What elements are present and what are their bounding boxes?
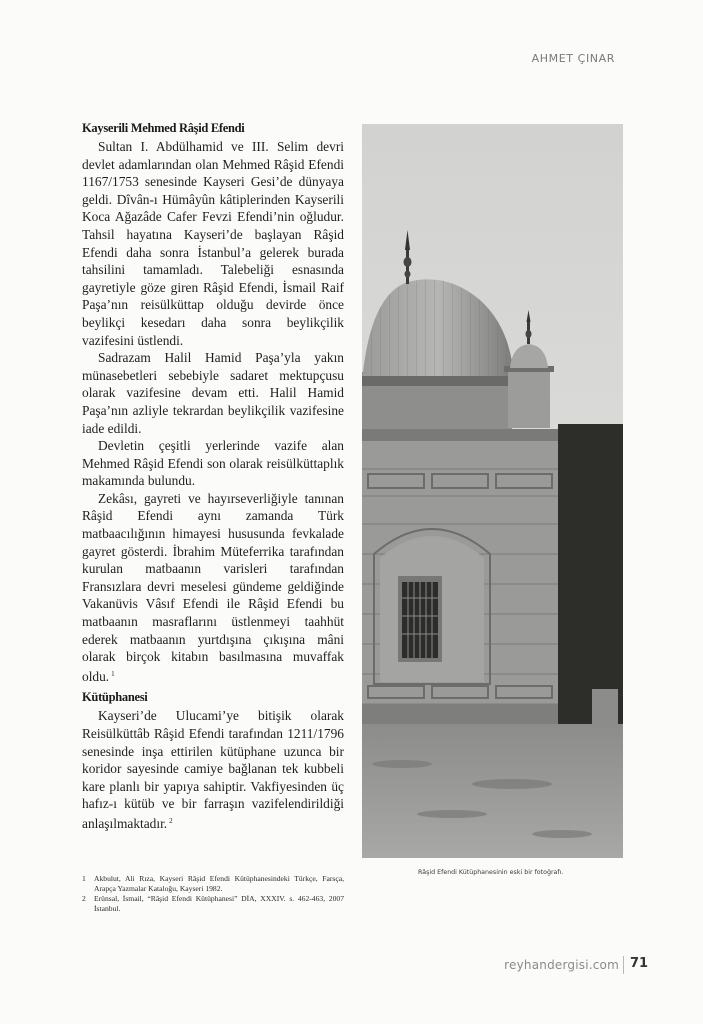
page-number: 71 [630,956,649,971]
author-name: AHMET ÇINAR [531,52,615,65]
footnotes [82,874,344,914]
paragraph: Sultan I. Abdülhamid ve III. Selim devri devlet adamlarından olan Mehmed Râşid Efendi 1167/1753 senesinde Kayseri Gesi’de dünyaya geldi. Dîvân-ı Hümâyûn kâtiplerinden Kayserili Koca Ağazâde Cafer Fevzi Efendi’nin oğludur. Tahsil hayatına Kayseri’de başlayan Râşid Efendi daha sonra İstanbul’a gelerek burada tahsilini tamamladı. Talebeliği esnasında gayretiyle göze giren Râşid Efendi, İsmail Raif Paşa’nın reisülküttap olduğu devirde önce beylikçi kesedarı daha sonra beylikçilik vazifesini üstlendi. [82,139,344,348]
footnote-number: 2 [82,894,86,903]
footnote [82,874,344,894]
section-heading-biography: Kayserili Mehmed Râşid Efendi [82,121,245,135]
paragraph: Devletin çeşitli yerlerinde vazife alan Mehmed Râşid Efendi son olarak reisülküttaplık makamında bulundu. [82,438,344,489]
paragraph-text: Zekâsı, gayreti ve hayırseverliğiyle tanınan Râşid Efendi aynı zamanda Türk matbaacılığının himayesi hususunda fevkalade gayret gösterdi. İbrahim Müteferrika tarafından kurulan matbaanın varisleri tarafından Fransızlara devri meselesi gündeme geldiğinde Vakanüvis Vâsıf Efendi ile Râşid Efendi bu matbaanın masraflarını üstlenmeyi taahhüt ederek matbaanın yurtdışına çıkışına mâni olarak birçok kitabın basılmasına muvaffak oldu. [82,490,344,684]
photo-caption: Râşid Efendi Kütüphanesinin eski bir fotoğrafı. [418,869,564,876]
paragraph: Sadrazam Halil Hamid Paşa’yla yakın münasebetleri sebebiyle sadaret mektupçusu olarak vazifesine devam etti. Halil Hamid Paşa’nın azliyle tekrardan beylikçilik vazifesine iade edildi. [82,350,344,436]
library-photo-drawing [362,124,623,858]
paragraph-text: Kayseri’de Ulucami’ye bitişik olarak Reisülküttâb Râşid Efendi tarafından 1211/1796 senesinde inşa ettirilen kütüphane uzunca bir koridor sayesinde camiye bağlanan tek kubbeli kare planlı bir yapıya sahiptir. Vakfiyesinden üç hafız-ı kütüb ve bir farraşın vazifelendirildiği anlaşılmaktadır. [82,708,344,831]
footnote-ref[interactable]: 2 [169,816,173,825]
paragraph [82,707,344,832]
footnote-text: Erünsal, İsmail, “Râşid Efendi Kütüphanesi” DİA, XXXIV. s. 462-463, 2007 İstanbul. [94,894,344,913]
footnote-number: 1 [82,874,86,883]
section-heading-library: Kütüphanesi [82,690,148,705]
article-column [82,120,344,833]
website-link[interactable]: reyhandergisi.com [504,958,619,972]
footer-divider [623,956,624,974]
library-photo [362,124,623,858]
footnote-ref[interactable]: 1 [111,669,115,678]
footnote [82,894,344,914]
paragraph [82,490,344,686]
footnote-text: Akbulut, Ali Rıza, Kayseri Râşid Efendi Kütüphanesindeki Türkçe, Farsça, Arapça Yazmalar Kataloğu, Kayseri 1982. [94,874,344,893]
